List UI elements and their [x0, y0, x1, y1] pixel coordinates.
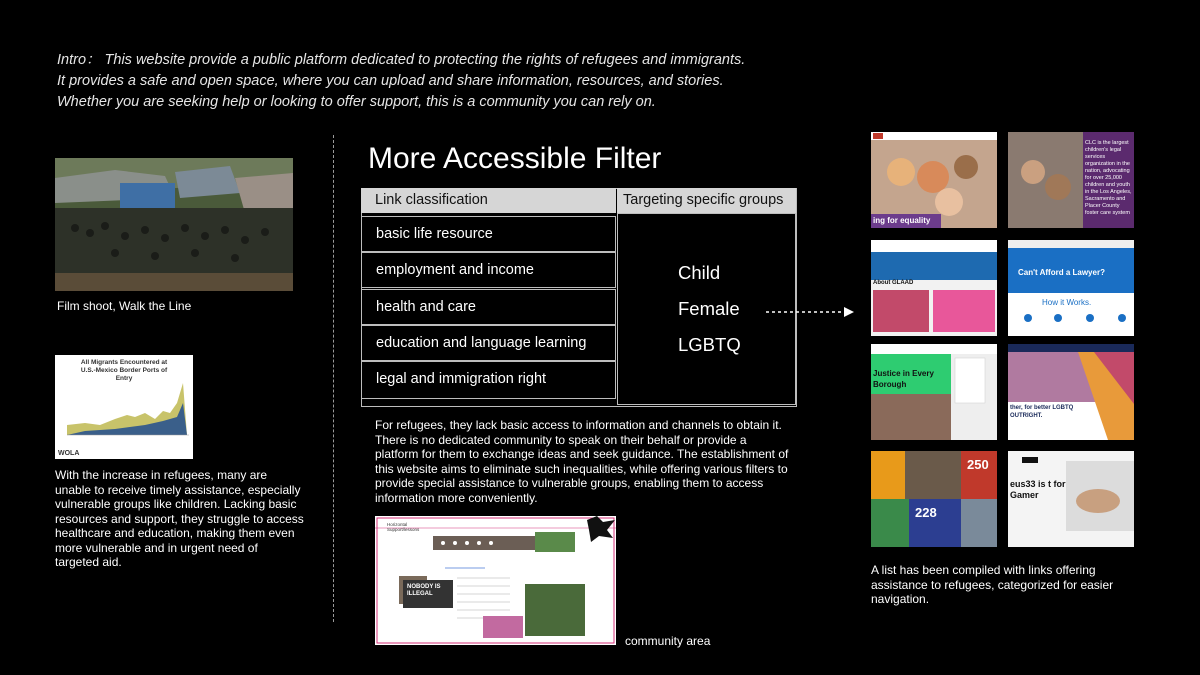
intro-text — [57, 50, 777, 113]
tile-text: ing for equality — [873, 216, 931, 225]
tile-text: eus33 is t for Gamer — [1010, 479, 1066, 500]
category-basic-life-resource[interactable] — [361, 216, 616, 252]
chart-thumb-title: All Migrants Encountered at U.S.-Mexico Border Ports of Entry — [80, 359, 168, 382]
photo-caption: Film shoot, Walk the Line — [57, 299, 192, 313]
chart-thumb-logo: WOLA — [58, 450, 80, 457]
link-tile-3[interactable] — [871, 240, 997, 336]
migrants-chart-thumbnail — [55, 355, 193, 459]
category-label: health and care — [376, 299, 476, 315]
link-tile-1[interactable] — [871, 132, 997, 228]
column-header-groups-label: Targeting specific groups — [623, 192, 784, 208]
tile-stat: 228 — [915, 505, 937, 520]
intro-line-2: It provides a safe and open space, where you can upload and share information, resources, and stories. — [57, 73, 724, 89]
link-tile-6[interactable] — [1008, 344, 1134, 440]
link-tile-8[interactable] — [1008, 451, 1134, 547]
tile-subtext: How it Works. — [1042, 298, 1092, 307]
filter-title: More Accessible Filter — [368, 142, 662, 175]
column-header-links-label: Link classification — [375, 192, 488, 208]
tile-text: CLC is the largest children's legal services organization in the nation, advocating for over 25,000 children and youth in the Los Angeles, Sacramento and Placer County foster care system — [1085, 140, 1132, 216]
tile-text: About GLAAD — [873, 280, 914, 286]
link-tile-2[interactable] — [1008, 132, 1134, 228]
tile-text: Can't Afford a Lawyer? — [1018, 268, 1105, 277]
column-header-links — [361, 188, 616, 213]
intro-line-3: Whether you are seeking help or looking to offer support, this is a community you can rely on. — [57, 94, 656, 110]
group-lgbtq[interactable]: LGBTQ — [678, 334, 741, 355]
category-label: legal and immigration right — [376, 371, 547, 387]
section-divider — [333, 135, 334, 622]
link-tile-7[interactable] — [871, 451, 997, 547]
category-label: basic life resource — [376, 226, 493, 242]
category-label: education and language learning — [376, 335, 587, 351]
arrow-right-icon — [766, 305, 856, 324]
intro-line-1: Intro： This website provide a public platform dedicated to protecting the rights of refugees and immigrants. — [57, 52, 746, 68]
category-health-care[interactable] — [361, 289, 616, 325]
community-area-screenshot — [375, 516, 616, 645]
community-sign: NOBODY IS ILLEGAL — [407, 584, 441, 597]
tile-text: ther, for better LGBTQ OUTRIGHT. — [1010, 405, 1074, 419]
category-label: employment and income — [376, 262, 534, 278]
links-caption: A list has been compiled with links offering assistance to refugees, categorized for easier navigation. — [871, 563, 1114, 606]
tile-stat: 250 — [967, 457, 989, 472]
category-legal-immigration[interactable] — [361, 361, 616, 399]
tile-text: Justice in Every Borough — [873, 369, 934, 389]
group-female[interactable]: Female — [678, 298, 740, 319]
refugee-text: With the increase in refugees, many are unable to receive timely assistance, especially vulnerable groups like children. Lacking basic resources and support, they struggle to access healthcare and education, making them even more vulnerable and in urgent need of targeted aid. — [55, 468, 304, 569]
description-text: For refugees, they lack basic access to information and channels to obtain it. There is no dedicated community to speak on their behalf or provide a platform for them to exchange ideas and seek guidance. The establishment of this website aims to eliminate such inequalities, while offering various filters to provide special assistance to vulnerable groups, enabling them to access information more conveniently. — [375, 418, 789, 505]
community-header: Horizontal Support/lessons — [387, 522, 420, 532]
column-header-groups — [617, 188, 796, 213]
link-tile-5[interactable] — [871, 344, 997, 440]
category-education-language[interactable] — [361, 325, 616, 361]
community-caption: community area — [625, 634, 711, 648]
group-child[interactable]: Child — [678, 262, 721, 283]
link-tile-4[interactable] — [1008, 240, 1134, 336]
category-employment-income[interactable] — [361, 252, 616, 288]
film-shoot-photo — [55, 158, 293, 291]
